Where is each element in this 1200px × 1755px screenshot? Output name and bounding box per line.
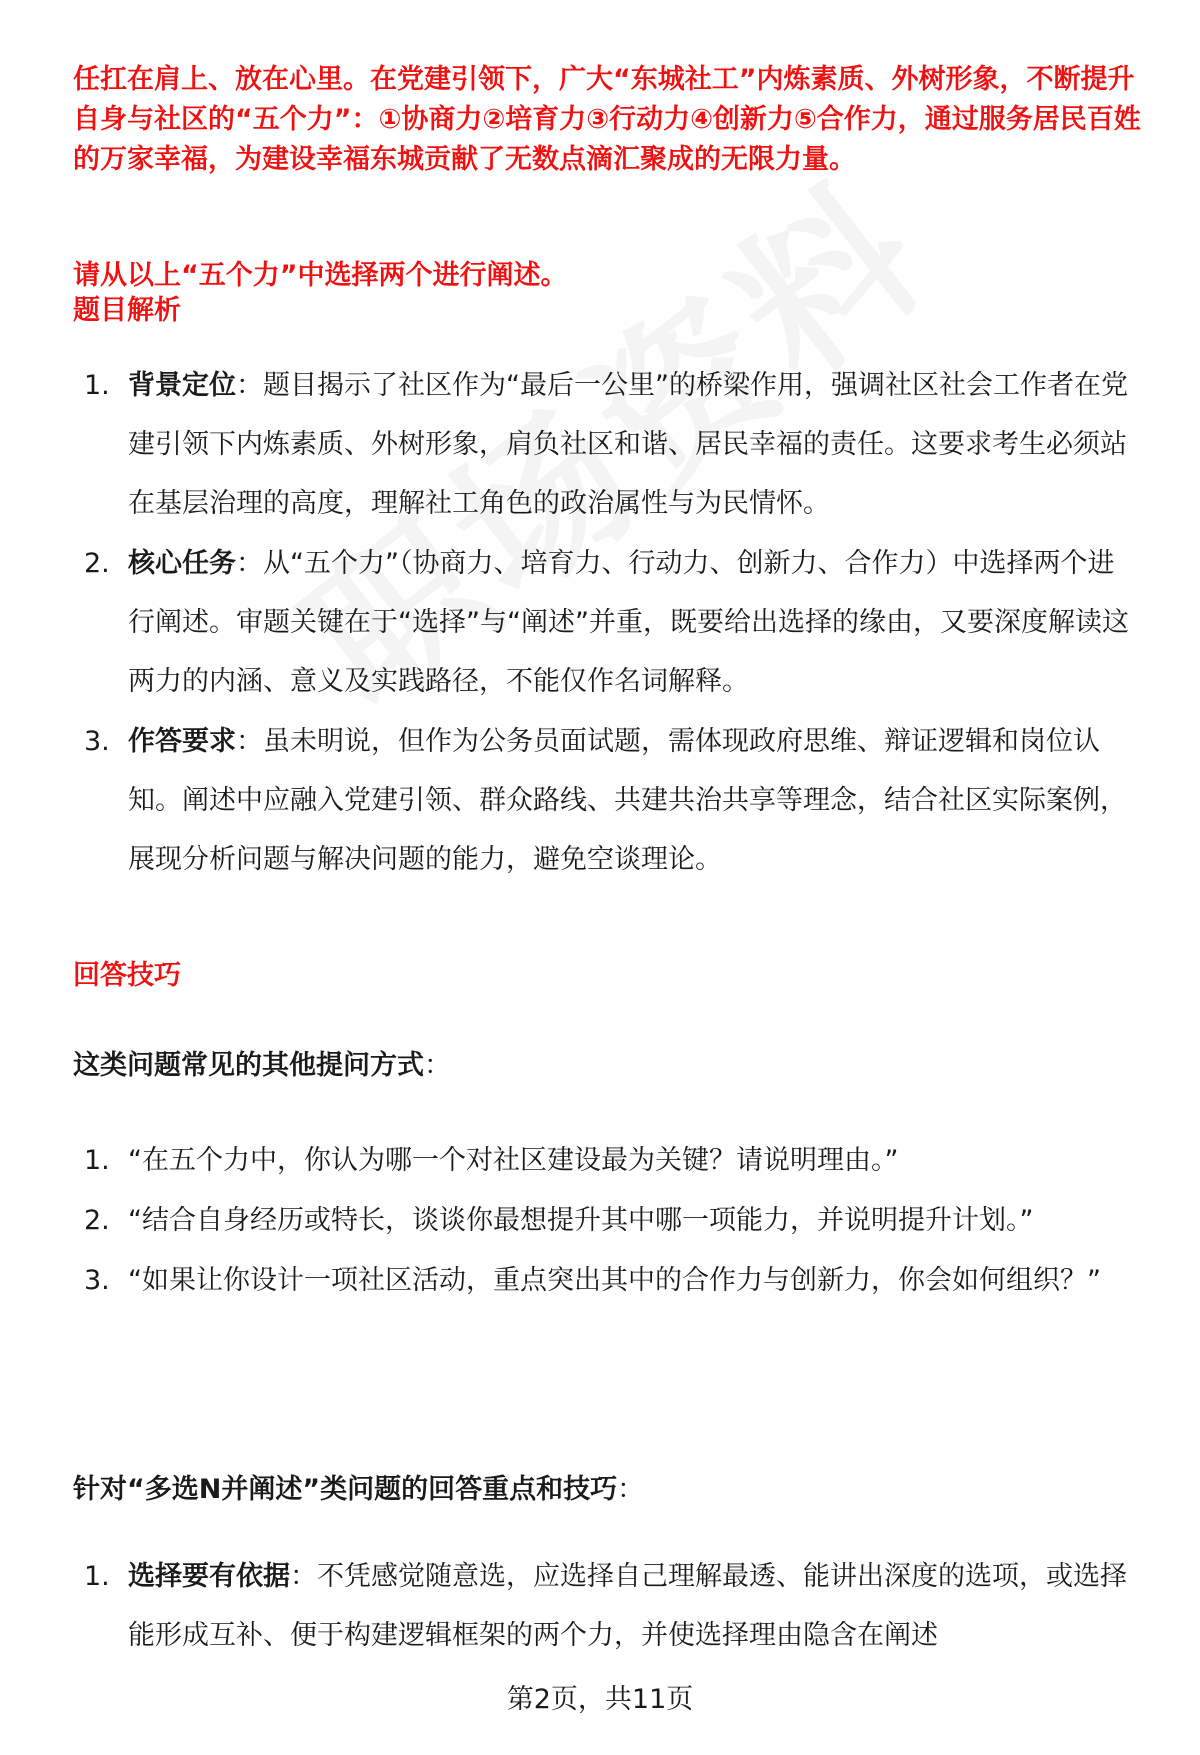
- alt-heading-text: 这类问题常见的其他提问方式: [73, 1050, 424, 1081]
- section-title-analysis: 题目解析: [73, 295, 181, 326]
- item-text: “如果让你设计一项社区活动，重点突出其中的合作力与创新力，你会如何组织？”: [128, 1265, 1101, 1296]
- focus-heading-colon: ：: [617, 1474, 645, 1505]
- alt-questions-list: [0, 1131, 1200, 1311]
- alt-questions-heading: [73, 1046, 451, 1086]
- page-footer: 第2页，共11页: [506, 1684, 694, 1715]
- list-item: [0, 534, 1200, 711]
- item-text: ：从“五个力”（协商力、培育力、行动力、创新力、合作力）中选择两个进行阐述。审题关键在于“选择”与“阐述”并重，既要给出选择的缘由，又要深度解读这两力的内涵、意义及实践路径，不能仅作名词解释。: [128, 548, 1129, 697]
- list-number: 2.: [84, 548, 110, 579]
- item-text: “在五个力中，你认为哪一个对社区建设最为关键？请说明理由。”: [128, 1145, 899, 1176]
- analysis-list: [0, 356, 1200, 890]
- item-lead: 背景定位: [128, 370, 236, 401]
- list-item: [0, 1251, 1200, 1311]
- item-text: “结合自身经历或特长，谈谈你最想提升其中哪一项能力，并说明提升计划。”: [128, 1205, 1034, 1236]
- list-number: 1.: [84, 1145, 110, 1176]
- focus-heading-text: 针对“多选N并阐述”类问题的回答重点和技巧: [73, 1474, 618, 1505]
- list-number: 3.: [84, 726, 110, 757]
- question-text: 请从以上“五个力”中选择两个进行阐述。: [73, 260, 568, 291]
- focus-list: [0, 1547, 1200, 1665]
- item-text: ：虽未明说，但作为公务员面试题，需体现政府思维、辩证逻辑和岗位认知。阐述中应融入党建引领、群众路线、共建共治共享等理念，结合社区实际案例，展现分析问题与解决问题的能力，避免空谈理论。: [128, 726, 1127, 875]
- list-number: 1.: [84, 1561, 110, 1592]
- section-title-tips: 回答技巧: [73, 960, 181, 991]
- item-lead: 作答要求: [128, 726, 236, 757]
- item-lead: 核心任务: [128, 548, 236, 579]
- list-item: [0, 356, 1200, 533]
- list-number: 2.: [84, 1205, 110, 1236]
- list-item: [0, 712, 1200, 889]
- list-item: [0, 1131, 1200, 1191]
- intro-paragraph: 任扛在肩上、放在心里。在党建引领下，广大“东城社工”内炼素质、外树形象，不断提升自身与社区的“五个力”：①协商力②培育力③行动力④创新力⑤合作力，通过服务居民百姓的万家幸福，为建设幸福东城贡献了无数点滴汇聚成的无限力量。: [73, 64, 1141, 175]
- focus-heading: [73, 1470, 644, 1510]
- item-text: ：题目揭示了社区作为“最后一公里”的桥梁作用，强调社区社会工作者在党建引领下内炼素质、外树形象，肩负社区和谐、居民幸福的责任。这要求考生必须站在基层治理的高度，理解社工角色的政治属性与为民情怀。: [128, 370, 1128, 519]
- list-number: 3.: [84, 1265, 110, 1296]
- list-item: [0, 1547, 1200, 1665]
- list-item: [0, 1191, 1200, 1251]
- alt-heading-colon: ：: [424, 1050, 451, 1081]
- list-number: 1.: [84, 370, 110, 401]
- item-text: ：不凭感觉随意选，应选择自己理解最透、能讲出深度的选项，或选择能形成互补、便于构建逻辑框架的两个力，并使选择理由隐含在阐述: [128, 1561, 1127, 1651]
- item-lead: 选择要有依据: [128, 1561, 290, 1592]
